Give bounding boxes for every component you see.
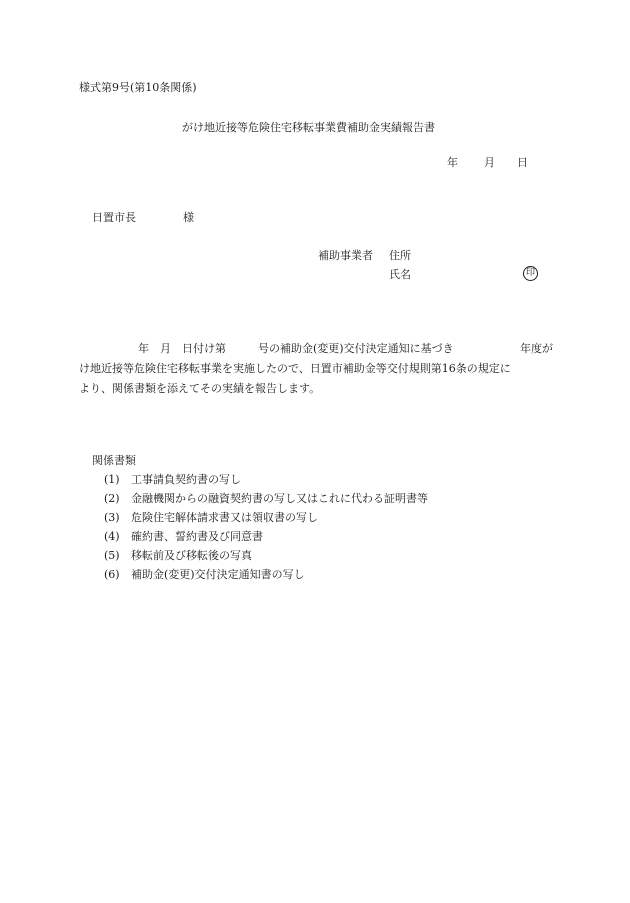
name-label: 氏名 bbox=[389, 268, 411, 281]
document-item-number: (3) bbox=[104, 511, 120, 524]
addressee-honorific: 様 bbox=[183, 211, 194, 224]
body-text-line1-fiscal-year: 年度が bbox=[520, 342, 553, 355]
document-title: がけ地近接等危険住宅移転事業費補助金実績報告書 bbox=[182, 121, 435, 134]
document-item-text: 危険住宅解体請求書又は領収書の写し bbox=[131, 511, 318, 524]
document-item-text: 工事請負契約書の写し bbox=[131, 473, 241, 486]
body-text-line1-main: 号の補助金(変更)交付決定通知に基づき bbox=[258, 342, 454, 355]
document-item-number: (6) bbox=[104, 568, 120, 581]
document-item-text: 補助金(変更)交付決定通知書の写し bbox=[131, 568, 305, 581]
document-item-number: (4) bbox=[104, 530, 120, 543]
document-item-text: 移転前及び移転後の写真 bbox=[131, 549, 252, 562]
address-label: 住所 bbox=[389, 249, 411, 262]
document-item-text: 確約書、誓約書及び同意書 bbox=[131, 530, 263, 543]
body-text-line2: け地近接等危険住宅移転事業を実施したので、日置市補助金等交付規則第16条の規定に bbox=[79, 362, 511, 375]
seal-mark: 印 bbox=[523, 266, 538, 281]
applicant-role-label: 補助事業者 bbox=[318, 249, 373, 262]
date-day-label: 日 bbox=[517, 156, 528, 169]
document-item-number: (2) bbox=[104, 492, 120, 505]
form-number: 様式第9号(第10条関係) bbox=[79, 81, 197, 94]
body-text-line1-date: 年 月 日付け第 bbox=[138, 342, 226, 355]
document-item-number: (5) bbox=[104, 549, 120, 562]
document-item-text: 金融機関からの融資契約書の写し又はこれに代わる証明書等 bbox=[131, 492, 428, 505]
documents-heading: 関係書類 bbox=[92, 454, 136, 467]
addressee-name: 日置市長 bbox=[92, 211, 136, 224]
date-month-label: 月 bbox=[484, 156, 495, 169]
date-year-label: 年 bbox=[447, 156, 458, 169]
body-text-line3: より、関係書類を添えてその実績を報告します。 bbox=[79, 382, 321, 395]
document-item-number: (1) bbox=[104, 473, 120, 486]
